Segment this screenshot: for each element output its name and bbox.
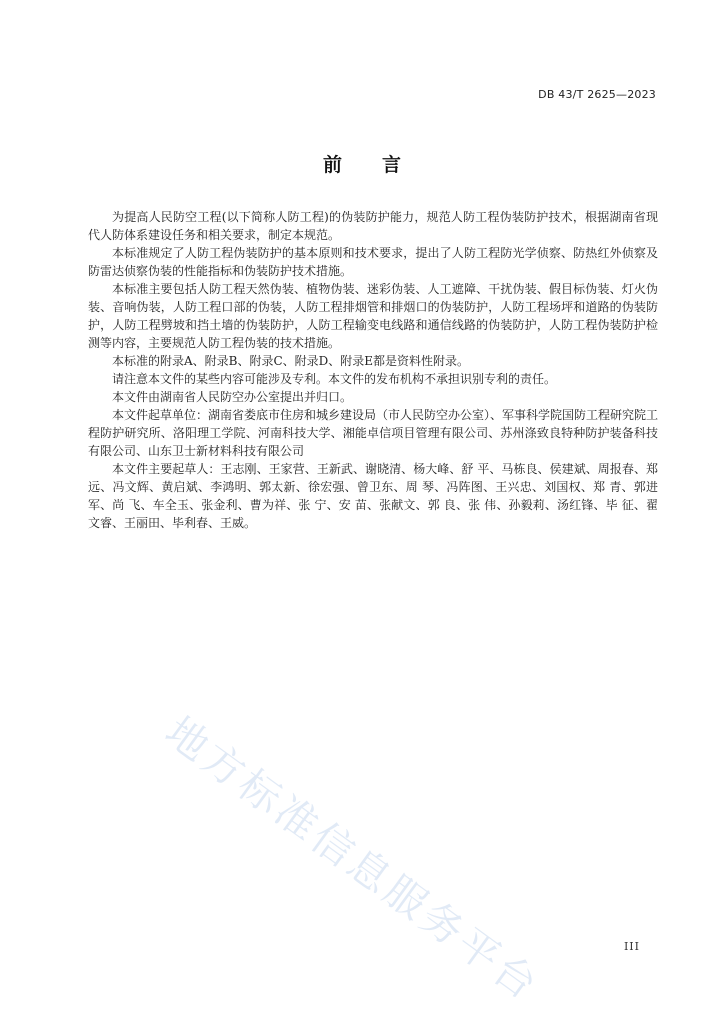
paragraph-proposer: 本文件由湖南省人民防空办公室提出并归口。 bbox=[112, 390, 353, 404]
page-number: III bbox=[623, 940, 640, 953]
paragraph-scope: 本标准规定了人防工程伪装防护的基本原则和技术要求，提出了人防工程防光学侦察、防热红外侦察及防雷达侦察伪装的性能指标和伪装防护技术措施。 bbox=[88, 246, 658, 278]
document-body bbox=[88, 208, 658, 532]
paragraph-contents: 本标准主要包括人防工程天然伪装、植物伪装、迷彩伪装、人工遮障、干扰伪装、假目标伪装、灯火伪装、音响伪装，人防工程口部的伪装，人防工程排烟管和排烟口的伪装防护，人防工程场坪和道路的伪装防护，人防工程劈坡和挡土墙的伪装防护，人防工程输变电线路和通信线路的伪装防护，人防工程伪装防护检测等内容，主要规范人防工程伪装的技术措施。 bbox=[88, 282, 658, 350]
document-code: DB 43/T 2625—2023 bbox=[538, 88, 656, 101]
paragraph-purpose: 为提高人民防空工程(以下简称人防工程)的伪装防护能力，规范人防工程伪装防护技术，根据湖南省现代人防体系建设任务和相关要求，制定本规范。 bbox=[88, 210, 658, 242]
paragraph-drafters: 本文件主要起草人：王志刚、王家营、王新武、谢晓清、杨大峰、舒 平、马栋良、侯建斌、周报春、郑 远、冯文辉、黄启斌、李鸿明、郭太新、徐宏强、曾卫东、周 琴、冯阵图、王兴忠、刘国权、郑 青、郭进军、尚 飞、车全玉、张金利、曹为祥、张 宁、安 苗、张献文、郭 良、张 伟、孙毅莉、汤红锋、毕 征、翟文睿、王丽田、毕利春、王威。 bbox=[88, 462, 658, 530]
watermark-text: 地方标准信息服务平台 bbox=[156, 707, 549, 1011]
page-title: 前言 bbox=[322, 154, 441, 176]
paragraph-patent-notice: 请注意本文件的某些内容可能涉及专利。本文件的发布机构不承担识别专利的责任。 bbox=[112, 372, 557, 386]
paragraph-drafting-units: 本文件起草单位：湖南省娄底市住房和城乡建设局（市人民防空办公室）、军事科学院国防工程研究院工程防护研究所、洛阳理工学院、河南科技大学、湘能卓信项目管理有限公司、苏州涤致良特种防护装备科技有限公司、山东卫士新材料科技有限公司 bbox=[88, 408, 659, 458]
paragraph-appendices: 本标准的附录A、附录B、附录C、附录D、附录E都是资料性附录。 bbox=[112, 354, 470, 368]
